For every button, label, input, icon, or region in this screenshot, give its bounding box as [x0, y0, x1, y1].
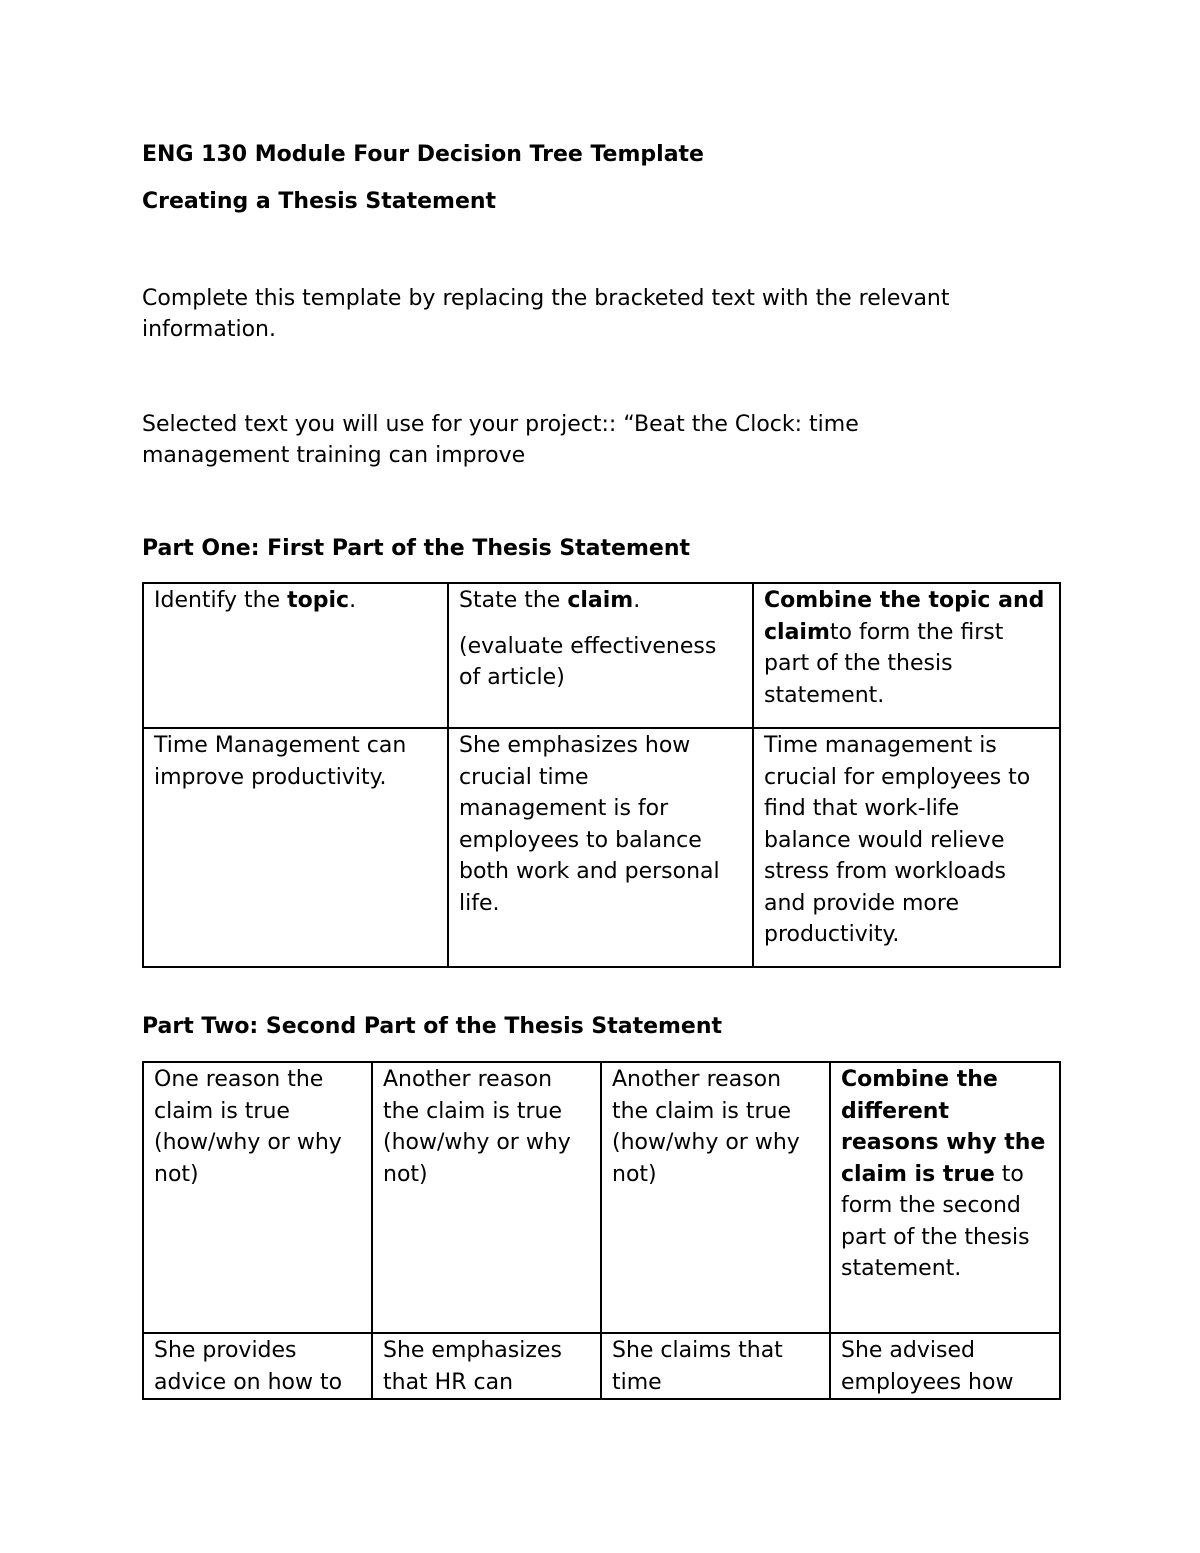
part-one-heading: Part One: First Part of the Thesis Statement	[142, 536, 690, 561]
part-two-table	[142, 1061, 1061, 1400]
cell-bold-text: topic	[287, 588, 350, 613]
cell-bold-text: claim	[567, 588, 634, 613]
selected-text: Selected text you will use for your project:: “Beat the Clock: time management training can improve	[142, 412, 859, 468]
table-cell: Another reason the claim is true (how/why or why not)	[601, 1062, 830, 1333]
table-cell: She emphasizes how crucial time management is for employees to balance both work and personal life.	[448, 728, 753, 967]
instructions-text: Complete this template by replacing the bracketed text with the relevant information.	[142, 286, 950, 342]
cell-text: State the	[459, 588, 568, 613]
cell-text: to form the first part of the thesis statement.	[764, 619, 1004, 708]
document-title: ENG 130 Module Four Decision Tree Template	[142, 142, 704, 167]
cell-bold-text: Combine the topic and claim	[764, 588, 1045, 645]
part-one-table	[142, 582, 1061, 968]
table-cell: She provides advice on how to	[143, 1333, 372, 1399]
table-cell: She advised employees how	[830, 1333, 1060, 1399]
table-row	[143, 1333, 1060, 1399]
cell-text: .	[633, 588, 641, 613]
cell-text: .	[349, 588, 357, 613]
document-subtitle: Creating a Thesis Statement	[142, 189, 497, 214]
table-cell	[143, 583, 448, 728]
part-two-heading: Part Two: Second Part of the Thesis Statement	[142, 1014, 723, 1039]
table-header-row	[143, 583, 1060, 728]
table-cell	[753, 583, 1060, 728]
cell-text: Identify the	[154, 588, 288, 613]
table-cell: One reason the claim is true (how/why or why not)	[143, 1062, 372, 1333]
table-cell: Time Management can improve productivity.	[143, 728, 448, 967]
cell-text: to form the second part of the thesis statement.	[841, 1161, 1030, 1281]
table-cell: She claims that time	[601, 1333, 830, 1399]
table-row	[143, 728, 1060, 967]
table-header-row	[143, 1062, 1060, 1333]
cell-bold-text: Combine the different reasons why the claim is true	[841, 1067, 1046, 1187]
table-cell: Time management is crucial for employees to find that work-life balance would relieve stress from workloads and provide more productivity.	[753, 728, 1060, 967]
table-cell: Another reason the claim is true (how/why or why not)	[372, 1062, 601, 1333]
table-cell	[830, 1062, 1060, 1333]
table-cell: She emphasizes that HR can	[372, 1333, 601, 1399]
table-cell	[448, 583, 753, 728]
cell-subtext: (evaluate effectiveness of article)	[459, 633, 717, 690]
